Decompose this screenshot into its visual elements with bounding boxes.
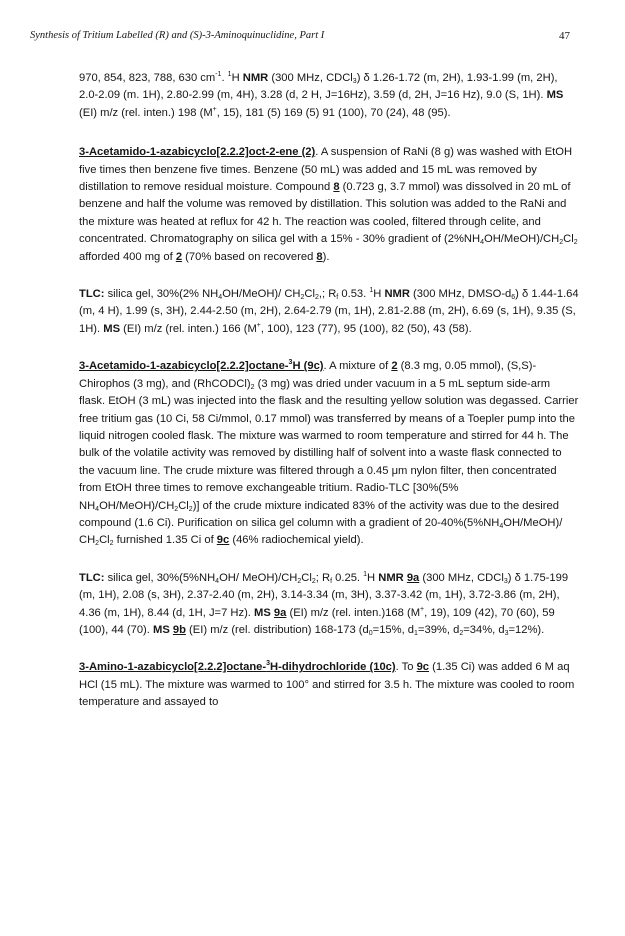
article-body: [79, 70, 579, 732]
paragraph-compound-2-characterization: TLC: silica gel, 30%(2% $NH_4OH/MeOH)/$ $CH_2Cl_2$,; $R_f$ 0.53. $^1$H NMR (300 MHz, DMSO-$d_6$) δ 1.44-1.64 (m, 4 H), 1.99 (s, 3H), 2.44-2.50 (m, 2H), 2.64-2.79 (m, 1H), 2.81-2.88 (m, 2H), 6.69 (s, 1H), 9.35 (S, 1H). MS (EI) m/z (rel. inten.) 166 (M+, 100), 123 (77), 95 (100), 82 (50), 43 (58).: [79, 287, 579, 335]
paragraph-ir-nmr-data: 970, 854, 823, 788, 630 $cm^{-1}$. $^1$H NMR (300 MHz, CDCl$_3$) δ 1.26-1.72 (m, 2H), 1.93-1.99 (m, 2H), 2.0-2.09 (m. 1H), 2.80-2.99 (m, 4H), 3.28 (d, 2 H, J=16Hz), 3.59 (d, 2H, J=16 Hz), 9.0 (S, 1H). MS (EI) m/z (rel. inten.) 198 (M+, 15), 181 (5) 169 (5) 91 (100), 70 (24), 48 (95).: [79, 71, 564, 119]
paragraph-compound-2-synthesis: 3-Acetamido-1-azabicyclo[2.2.2]oct-2-ene (2). A suspension of RaNi (8 g) was washed with EtOH five times then benzene five times. Benzene (50 mL) was added and 15 mL was removed by distillation to remove residual moisture. Compound 8 (0.723 g, 3.7 mmol) was dissolved in 20 mL of benzene and half the volume was removed by distillation. This solution was added to the RaNi and the mixture was heated at reflux for 42 h. The reaction was cooled, filtered through celite, and concentrated. Chromatography on silica gel with a 15% - 30% gradient of $(2\%NH_4OH/MeOH)/CH_2Cl_2$ afforded 400 mg of 2 (70% based on recovered 8).: [79, 146, 578, 263]
paragraph-compound-9c-synthesis: 3-Acetamido-1-azabicyclo[2.2.2]octane-$^3$H (9c). A mixture of 2 (8.3 mg, 0.05 mmol), (S,S)-Chirophos (3 mg), and $(RhCODCl)_2$ (3 mg) was dried under vacuum in a 5 mL septum side-arm flask. EtOH (3 mL) was injected into the flask and the resulting yellow solution was degassed. Carrier free tritium gas (10 Ci, 58 Ci/mmol, 0.17 mmol) was transferred by means of a Toepler pump into the liquid nitrogen cooled flask. The mixture was warmed to room temperature and stirred for 44 h. The bulk of the volatile activity was removed by distilling half of solvent into a waste flask connected to the vacuum line. The crude mixture was filtered through a 0.45 μm nylon filter, then concentrated from EtOH three times to remove exchangeable tritium. Radio-TLC [30%(5% $NH_4OH/MeOH)/CH_2Cl_2$)] of the crude mixture indicated 83% of the activity was due to the desired compound (1.6 Ci). Purification on silica gel column with a gradient of $20-40\%(5\%NH_4OH/MeOH)/$ $CH_2Cl_2$ furnished 1.35 Ci of 9c (46% radiochemical yield).: [79, 359, 579, 548]
running-title: Synthesis of Tritium Labelled (R) and (S)-3-Aminoquinuclidine, Part I: [30, 30, 325, 41]
paragraph-compound-10c-synthesis: 3-Amino-1-azabicyclo[2.2.2]octane-$^3$H-dihydrochloride (10c). To 9c (1.35 Ci) was added 6 M aq HCl (15 mL). The mixture was warmed to 100° and stirred for 3.5 h. The mixture was cooled to room temperature and assayed to: [79, 660, 575, 709]
page-number: 47: [559, 30, 570, 42]
paragraph-compound-9c-characterization: TLC: silica gel, $30\%(5\%NH_4OH/$ $MeOH)/CH_2Cl_2$; $R_f$ 0.25. $^1$H NMR 9a (300 MHz, CDCl$_3$) δ 1.75-199 (m, 1H), 2.08 (s, 3H), 2.37-2.40 (m, 2H), 3.14-3.34 (m, 3H), 3.37-3.42 (m, 1H), 3.72-3.86 (m, 2H), 4.36 (m, 1H), 8.44 (d, 1H, J=7 Hz). MS 9a (EI) m/z (rel. inten.)168 (M+, 19), 109 (42), 70 (60), 59 (100), 44 (70). MS 9b (EI) m/z (rel. distribution) 168-173 ($d_0=15\%$, $d_1=39\%$, $d_2=34\%$, $d_3=12\%$).: [79, 570, 569, 637]
running-header: [30, 30, 570, 41]
